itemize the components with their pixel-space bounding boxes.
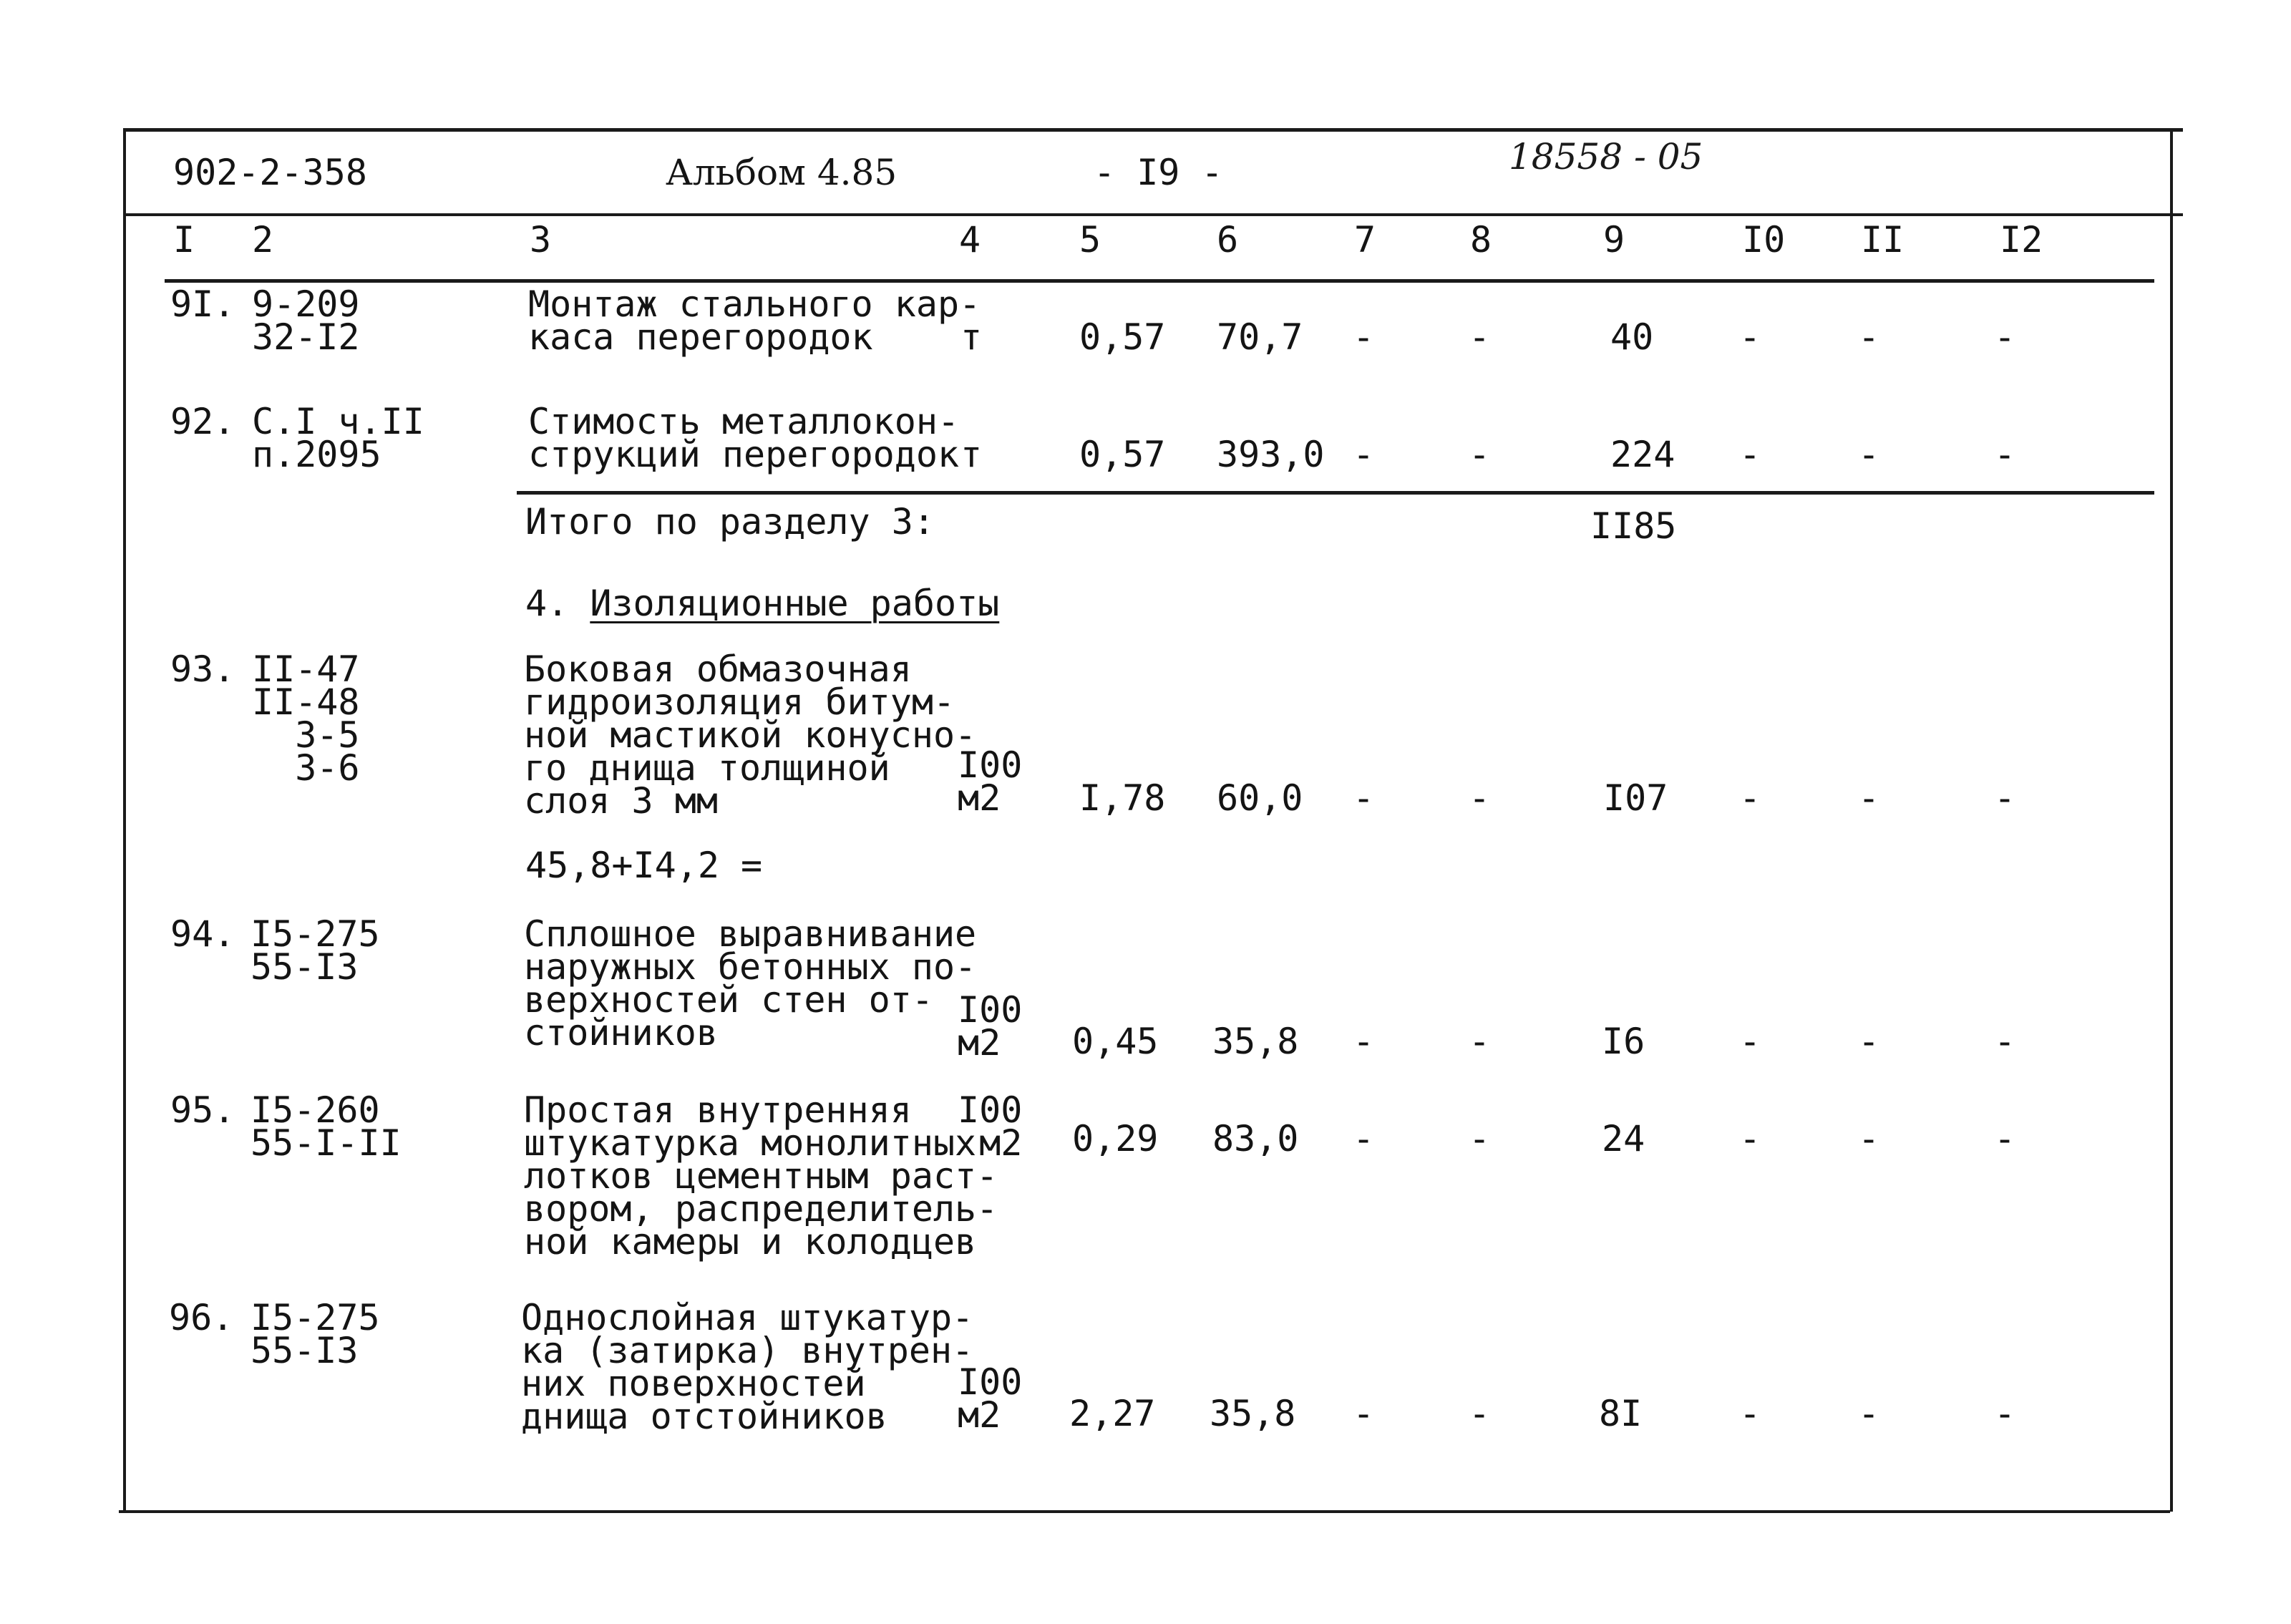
section4-title: Изоляционные работы [590, 583, 1000, 624]
row-col6: 60,0 [1217, 777, 1303, 819]
col-10-header: I0 [1742, 219, 1786, 261]
row-col10: - [1739, 1021, 1761, 1062]
row-col11: - [1858, 1393, 1880, 1434]
row-col9: I07 [1603, 777, 1668, 819]
row-number: 9I. [170, 283, 235, 325]
row-col5: 0,57 [1079, 316, 1166, 358]
row-reference: I5-275 55-I3 [250, 1297, 380, 1371]
row-col5: I,78 [1079, 777, 1166, 819]
bottom-border [119, 1510, 2170, 1513]
row-reference: I5-275 55-I3 [250, 913, 380, 988]
col-7-header: 7 [1354, 219, 1376, 261]
row-description: Монтаж стального кар- каса перегородок [528, 283, 981, 358]
row-col12: - [1994, 434, 2016, 475]
row-col8: - [1469, 1021, 1491, 1062]
row-number: 92. [170, 401, 235, 442]
col-3-header: 3 [530, 219, 552, 261]
row-col9: 224 [1610, 434, 1675, 475]
section4-number: 4. [525, 583, 569, 624]
row-col10: - [1739, 1393, 1761, 1434]
row-reference: I5-260 55-I-II [250, 1089, 402, 1164]
row-col12: - [1994, 777, 2016, 819]
row-description: Однослойная штукатур- ка (затирка) внутрен- них поверхностей днища отстойников [521, 1297, 974, 1437]
row-unit: т [960, 434, 983, 475]
col-11-header: II [1861, 219, 1905, 261]
left-border [123, 128, 126, 1513]
row-col5: 0,45 [1072, 1021, 1159, 1062]
row-unit: I00 м2 [958, 744, 1023, 819]
row-col8: - [1469, 777, 1491, 819]
right-border [2170, 129, 2173, 1512]
row-col12: - [1994, 1118, 2016, 1159]
row-unit: I00 м2 [958, 1089, 1023, 1164]
row-description: Простая внутренняя штукатурка монолитных лотков цементным раст- вором, распределитель- ной камеры и колодцев [524, 1089, 998, 1263]
row-number: 95. [170, 1089, 235, 1131]
row-col6: 35,8 [1212, 1021, 1299, 1062]
row-col8: - [1469, 434, 1491, 475]
area-formula: 45,8+I4,2 = [525, 845, 763, 886]
row-col9: 24 [1602, 1118, 1645, 1159]
row-col11: - [1858, 316, 1880, 358]
row-col12: - [1994, 1021, 2016, 1062]
col-8-header: 8 [1470, 219, 1492, 261]
header-divider [126, 213, 2183, 216]
row-col10: - [1739, 434, 1761, 475]
row-col7: - [1353, 1021, 1375, 1062]
row-col9: 8I [1599, 1393, 1643, 1434]
row-number: 93. [170, 648, 235, 690]
row-unit: т [960, 316, 983, 358]
album-label: Альбом 4.85 [666, 152, 898, 193]
row-col11: - [1858, 777, 1880, 819]
row-col10: - [1739, 777, 1761, 819]
row-description: Боковая обмазочная гидроизоляция битум- ной мастикой конусно- го днища толщиной слоя 3 мм [524, 648, 977, 822]
row-col8: - [1469, 1118, 1491, 1159]
row-number: 96. [169, 1297, 234, 1338]
row-col7: - [1353, 1393, 1375, 1434]
row-col5: 2,27 [1069, 1393, 1156, 1434]
section3-total-rule [517, 491, 2154, 495]
col-2-header: 2 [252, 219, 274, 261]
row-col7: - [1353, 777, 1375, 819]
col-5-header: 5 [1079, 219, 1101, 261]
row-col12: - [1994, 316, 2016, 358]
col-1-header: I [173, 219, 195, 261]
col-4-header: 4 [959, 219, 981, 261]
row-col11: - [1858, 434, 1880, 475]
row-col6: 393,0 [1217, 434, 1325, 475]
document-code: 902-2-358 [173, 152, 367, 193]
row-col5: 0,29 [1072, 1118, 1159, 1159]
row-col10: - [1739, 1118, 1761, 1159]
row-col7: - [1353, 434, 1375, 475]
row-col11: - [1858, 1118, 1880, 1159]
row-unit: I00 м2 [958, 1361, 1023, 1436]
row-col9: 40 [1610, 316, 1654, 358]
row-description: Стимость металлокон- струкций перегородок [528, 401, 960, 475]
section4-heading [525, 583, 1000, 624]
row-col7: - [1353, 1118, 1375, 1159]
row-col6: 83,0 [1212, 1118, 1299, 1159]
row-number: 94. [170, 913, 235, 955]
row-col8: - [1469, 316, 1491, 358]
row-reference: 9-209 32-I2 [252, 283, 360, 358]
row-unit: I00 м2 [958, 989, 1023, 1064]
row-col6: 70,7 [1217, 316, 1303, 358]
col-9-header: 9 [1603, 219, 1625, 261]
row-description: Сплошное выравнивание наружных бетонных по- верхностей стен от- стойников [524, 913, 977, 1054]
col-12-header: I2 [2000, 219, 2043, 261]
row-col12: - [1994, 1393, 2016, 1434]
page-number: - I9 - [1094, 152, 1223, 193]
top-border [126, 128, 2183, 132]
row-col8: - [1469, 1393, 1491, 1434]
row-col5: 0,57 [1079, 434, 1166, 475]
row-col6: 35,8 [1210, 1393, 1296, 1434]
row-reference: II-47 II-48 3-5 3-6 [252, 648, 360, 789]
row-col10: - [1739, 316, 1761, 358]
column-header-rule [165, 279, 2154, 283]
row-col11: - [1858, 1021, 1880, 1062]
col-6-header: 6 [1217, 219, 1239, 261]
handwritten-stamp-number: 18558 - 05 [1509, 136, 1703, 178]
row-col9: I6 [1602, 1021, 1645, 1062]
row-col7: - [1353, 316, 1375, 358]
section3-total-label: Итого по разделу 3: [525, 501, 935, 543]
row-reference: С.I ч.II п.2095 [252, 401, 424, 475]
section3-total-value: II85 [1590, 505, 1677, 547]
